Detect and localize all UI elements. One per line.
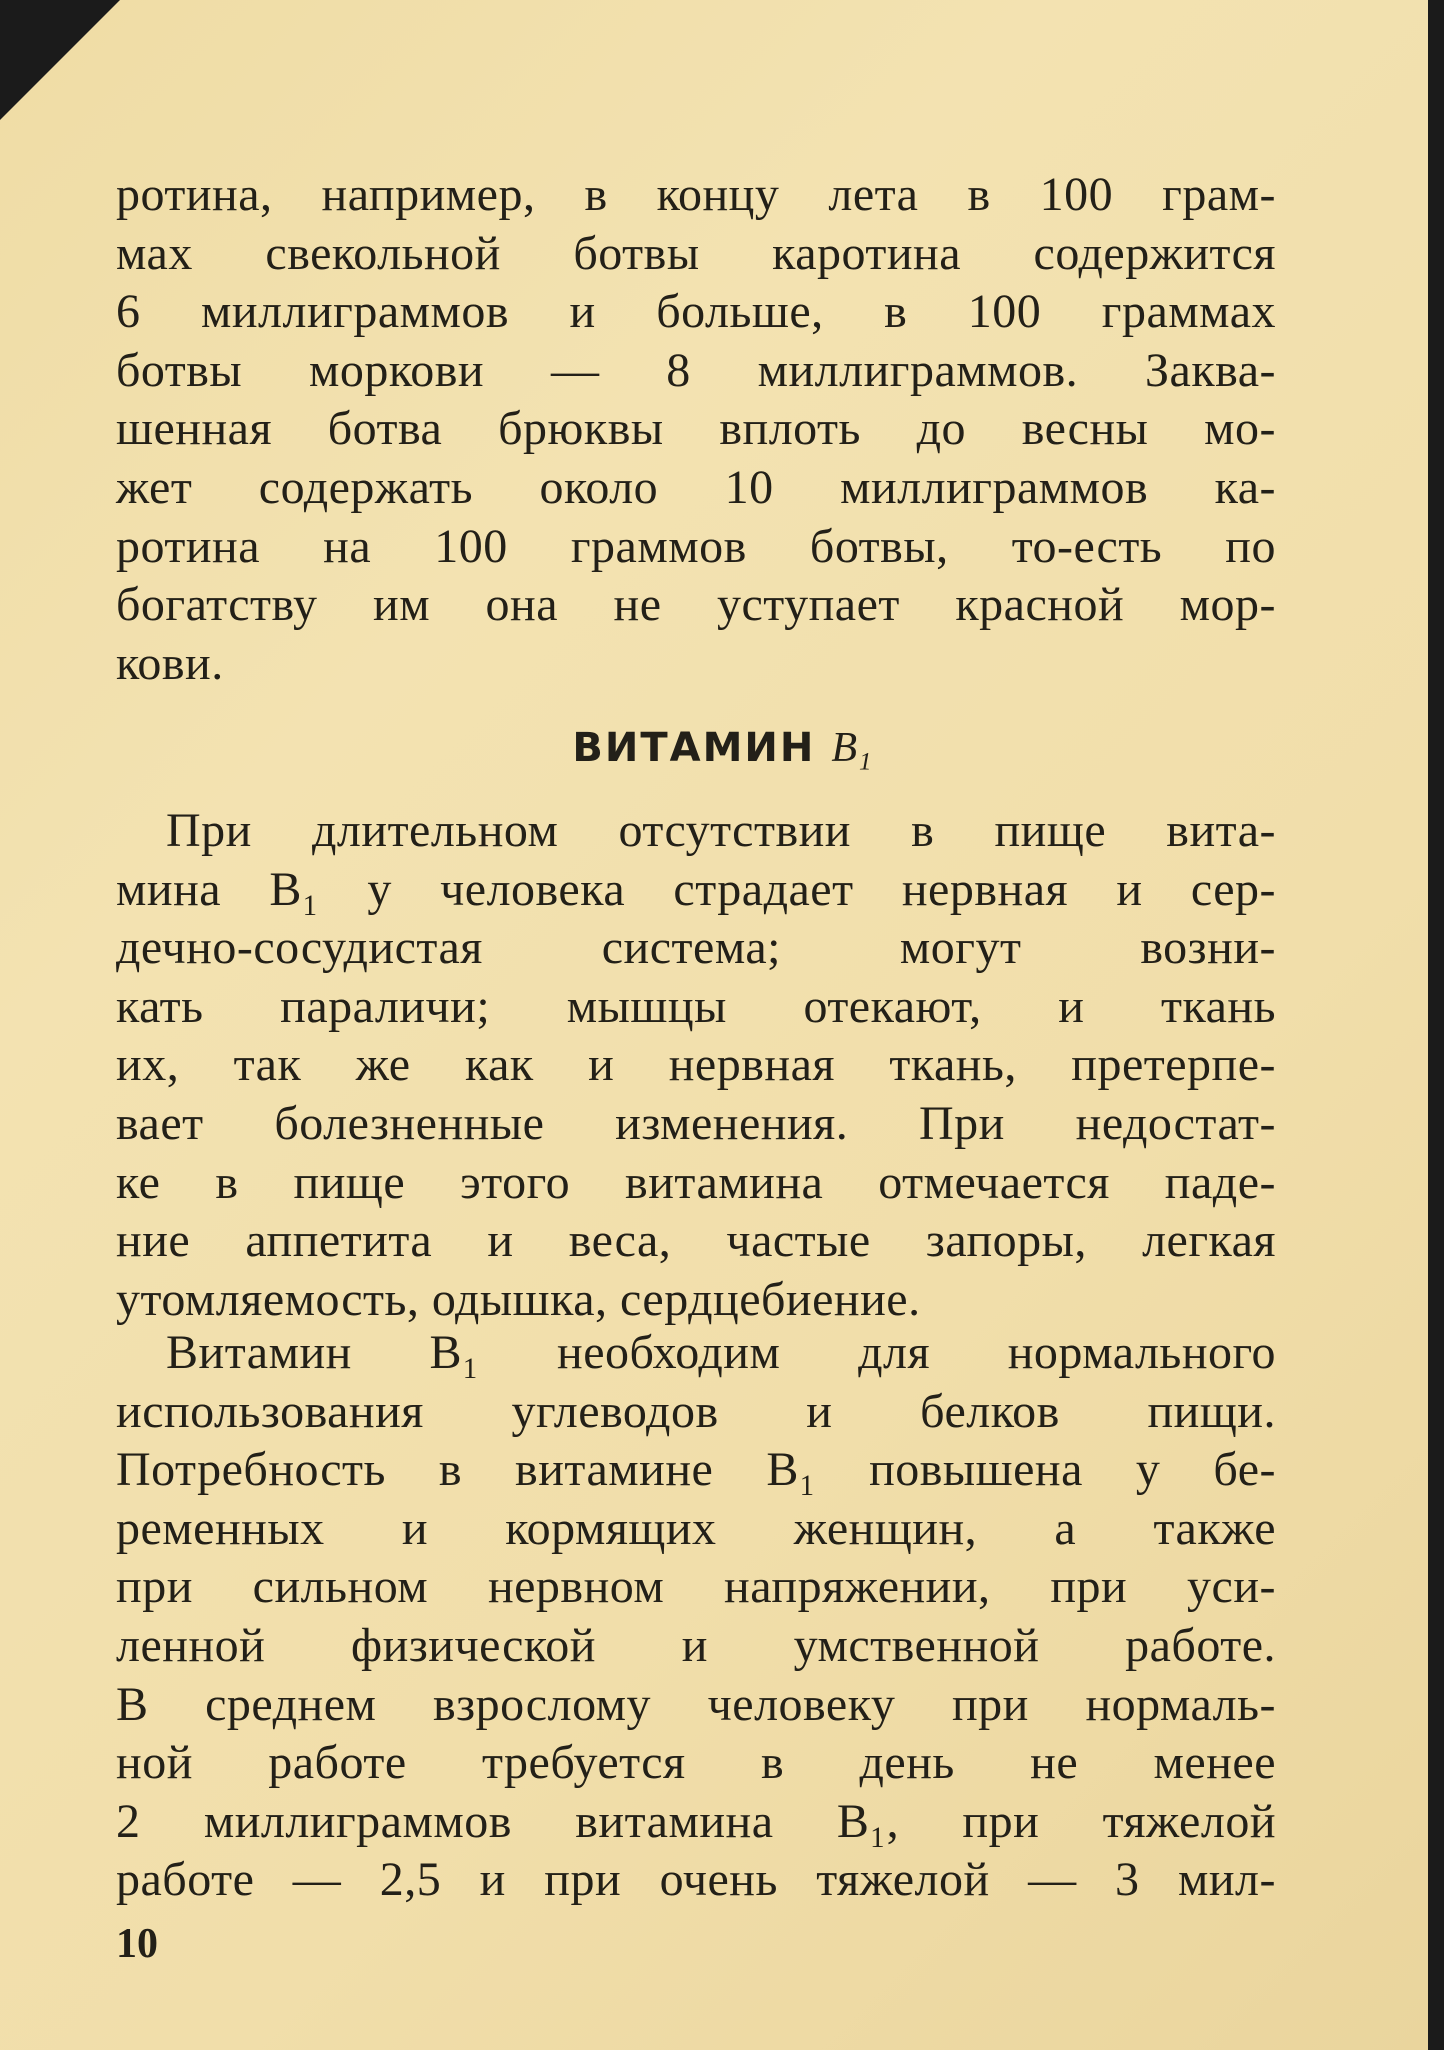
text-line: использования углеводов и белков пищи. — [116, 1384, 1276, 1438]
text-line: утомляемость, одышка, сердцебиение. — [116, 1272, 921, 1326]
paragraph-2 — [116, 802, 1276, 1329]
paragraph-1 — [116, 166, 1276, 693]
paragraph-3 — [116, 1324, 1276, 1910]
text-line: При длительном отсутствии в пище вита- — [166, 804, 1276, 857]
text-line: ротина на 100 граммов ботвы, то-есть по — [116, 519, 1276, 573]
text-line: ременных и кормящих женщин, а также — [116, 1501, 1276, 1555]
paragraph-carotene-content — [116, 166, 1276, 693]
text-line: кать параличи; мышцы отекают, и ткань — [116, 979, 1276, 1033]
text-line: ботвы моркови — 8 миллиграммов. Заква- — [116, 343, 1276, 397]
text-line: мах свекольной ботвы каротина содержится — [116, 226, 1276, 280]
text-line: работе — 2,5 и при очень тяжелой — 3 мил- — [116, 1853, 1276, 1907]
text-line: при сильном нервном напряжении, при уси- — [116, 1560, 1276, 1614]
heading-subscript: B₁ — [831, 725, 872, 771]
page-number: 10 — [116, 1921, 158, 1967]
text-line: дечно-сосудистая система; могут возни- — [116, 921, 1276, 975]
text-line: 6 миллиграммов и больше, в 100 граммах — [116, 285, 1276, 339]
text-line: ленной физической и умственной работе. — [116, 1618, 1276, 1672]
text-line: 2 миллиграммов витамина B₁, при тяжелой — [116, 1794, 1276, 1848]
text-line: ние аппетита и веса, частые запоры, легкая — [116, 1214, 1276, 1268]
text-line: Потребность в витамине B₁ повышена у бе- — [116, 1443, 1276, 1497]
text-line: ротина, например, в концу лета в 100 грам- — [116, 168, 1276, 221]
text-line: вает болезненные изменения. При недостат- — [116, 1096, 1276, 1150]
text-line: кови. — [116, 636, 224, 690]
text-line: Витамин B₁ необходим для нормального — [166, 1326, 1276, 1379]
folded-corner — [0, 0, 120, 120]
text-line: их, так же как и нервная ткань, претерпе- — [116, 1038, 1276, 1092]
text-line: мина B₁ у человека страдает нервная и сер- — [116, 862, 1276, 916]
text-line: В среднем взрослому человеку при нормаль- — [116, 1677, 1276, 1731]
paragraph-b1-requirements — [116, 1324, 1276, 1910]
text-line: ной работе требуется в день не менее — [116, 1736, 1276, 1790]
text-line: богатству им она не уступает красной мор- — [116, 578, 1276, 632]
paragraph-b1-deficiency — [116, 802, 1276, 1329]
text-line: жет содержать около 10 миллиграммов ка- — [116, 460, 1276, 514]
section-heading-vitamin-b1 — [0, 724, 1428, 772]
text-line: ке в пище этого витамина отмечается паде- — [116, 1155, 1276, 1209]
text-line: шенная ботва брюквы вплоть до весны мо- — [116, 402, 1276, 456]
heading-title: ВИТАМИН — [572, 725, 816, 771]
